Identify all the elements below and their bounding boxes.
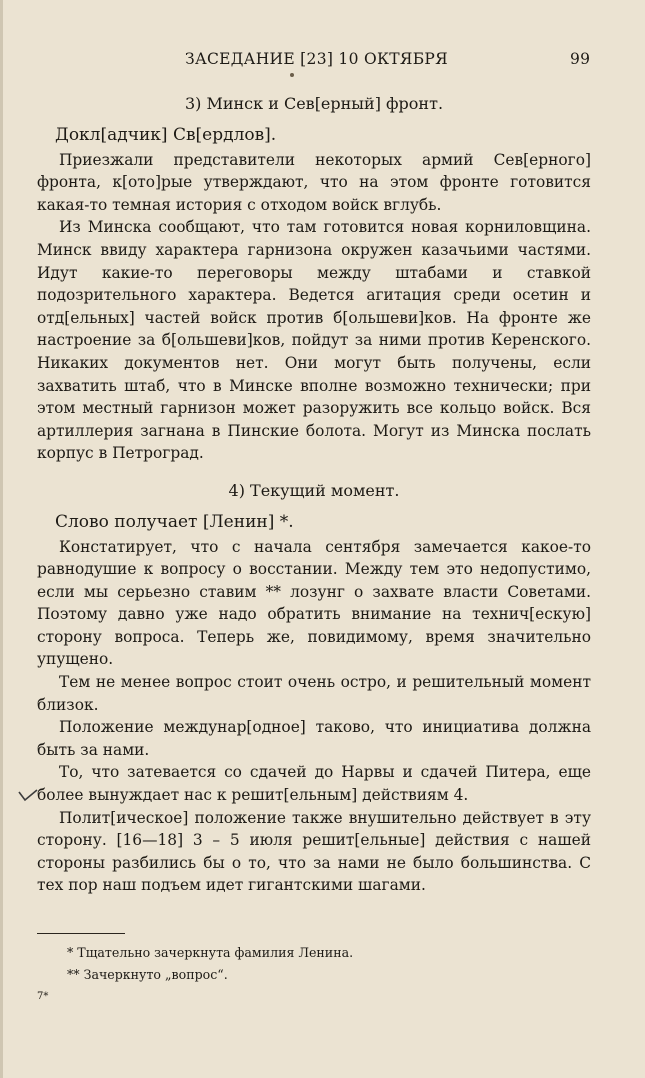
- page-body: [37, 92, 591, 897]
- footnote: ** Зачеркнуто „вопрос“.: [67, 967, 228, 982]
- printer-signature-mark: 7*: [37, 991, 49, 1002]
- section-heading-4: 4) Текущий момент.: [228, 480, 400, 500]
- page-number: 99: [570, 50, 591, 68]
- footnote: * Тщательно зачеркнута фамилия Ленина.: [67, 945, 354, 960]
- spacer: [37, 465, 591, 479]
- speaker-line-4: Слово получает [Ленин] *.: [55, 511, 294, 532]
- margin-check-mark-icon: [17, 787, 39, 803]
- footnotes: [67, 942, 353, 986]
- speaker-line-3: Докл[адчик] Св[ердлов].: [55, 125, 277, 145]
- paragraph: Тем не менее вопрос стоит очень остро, и решительный момент близок.: [37, 673, 591, 714]
- paragraph: Приезжали представители некоторых армий Сев[ерного] фронта, к[ото]рые утверждают, что на этом фронте готовится какая-то темная история с отходом войск вглубь.: [37, 150, 591, 214]
- ink-speck: [290, 73, 294, 77]
- paragraph: Положение междунар[одное] таково, что инициатива должна быть за нами.: [37, 718, 591, 759]
- running-head-title: ЗАСЕДАНИЕ [23] 10 ОКТЯБРЯ: [185, 50, 448, 68]
- section-heading-3: 3) Минск и Сев[ерный] фронт.: [184, 94, 444, 113]
- paragraph: То, что затевается со сдачей до Нарвы и сдачей Питера, еще более вынуждает нас к решит[ельным] действиям 4.: [37, 763, 591, 805]
- running-head: [3, 50, 645, 72]
- paragraph: Полит[ическое] положение также внушительно действует в эту сторону. [16—18] 3 – 5 июля решит[ельные] действия с нашей стороны разбились бы о то, что за нами не было большинства. С тех пор наш подъем идет гигантскими шагами.: [37, 808, 591, 895]
- paragraph: Из Минска сообщают, что там готовится новая корниловщина. Минск ввиду характера гарнизона окружен казачьими частями. Идут какие-то переговоры между штабами и ставкой подозрительного характера. Ведется агитация среди осетин и отд[ельных] частей войск против б[ольшеви]ков. На фронте же настроение за б[ольшеви]ков, пойдут за ними против Керенского. Никаких документов нет. Они могут быть получены, если захватить штаб, что в Минске вполне возможно технически; при этом местный гарнизон может разоружить все кольцо войск. Вся артиллерия загнана в Пинские болота. Могут из Минска послать корпус в Петроград.: [37, 218, 591, 463]
- footnote-rule: [37, 933, 125, 934]
- paragraph: Констатирует, что с начала сентября замечается какое-то равнодушие к вопросу о восстании. Между тем это недопустимо, если мы серьезно ставим ** лозунг о захвате власти Советами. Поэтому давно уже надо обратить внимание на технич[ескую] сторону вопроса. Теперь же, повидимому, время значительно упущено.: [37, 537, 591, 669]
